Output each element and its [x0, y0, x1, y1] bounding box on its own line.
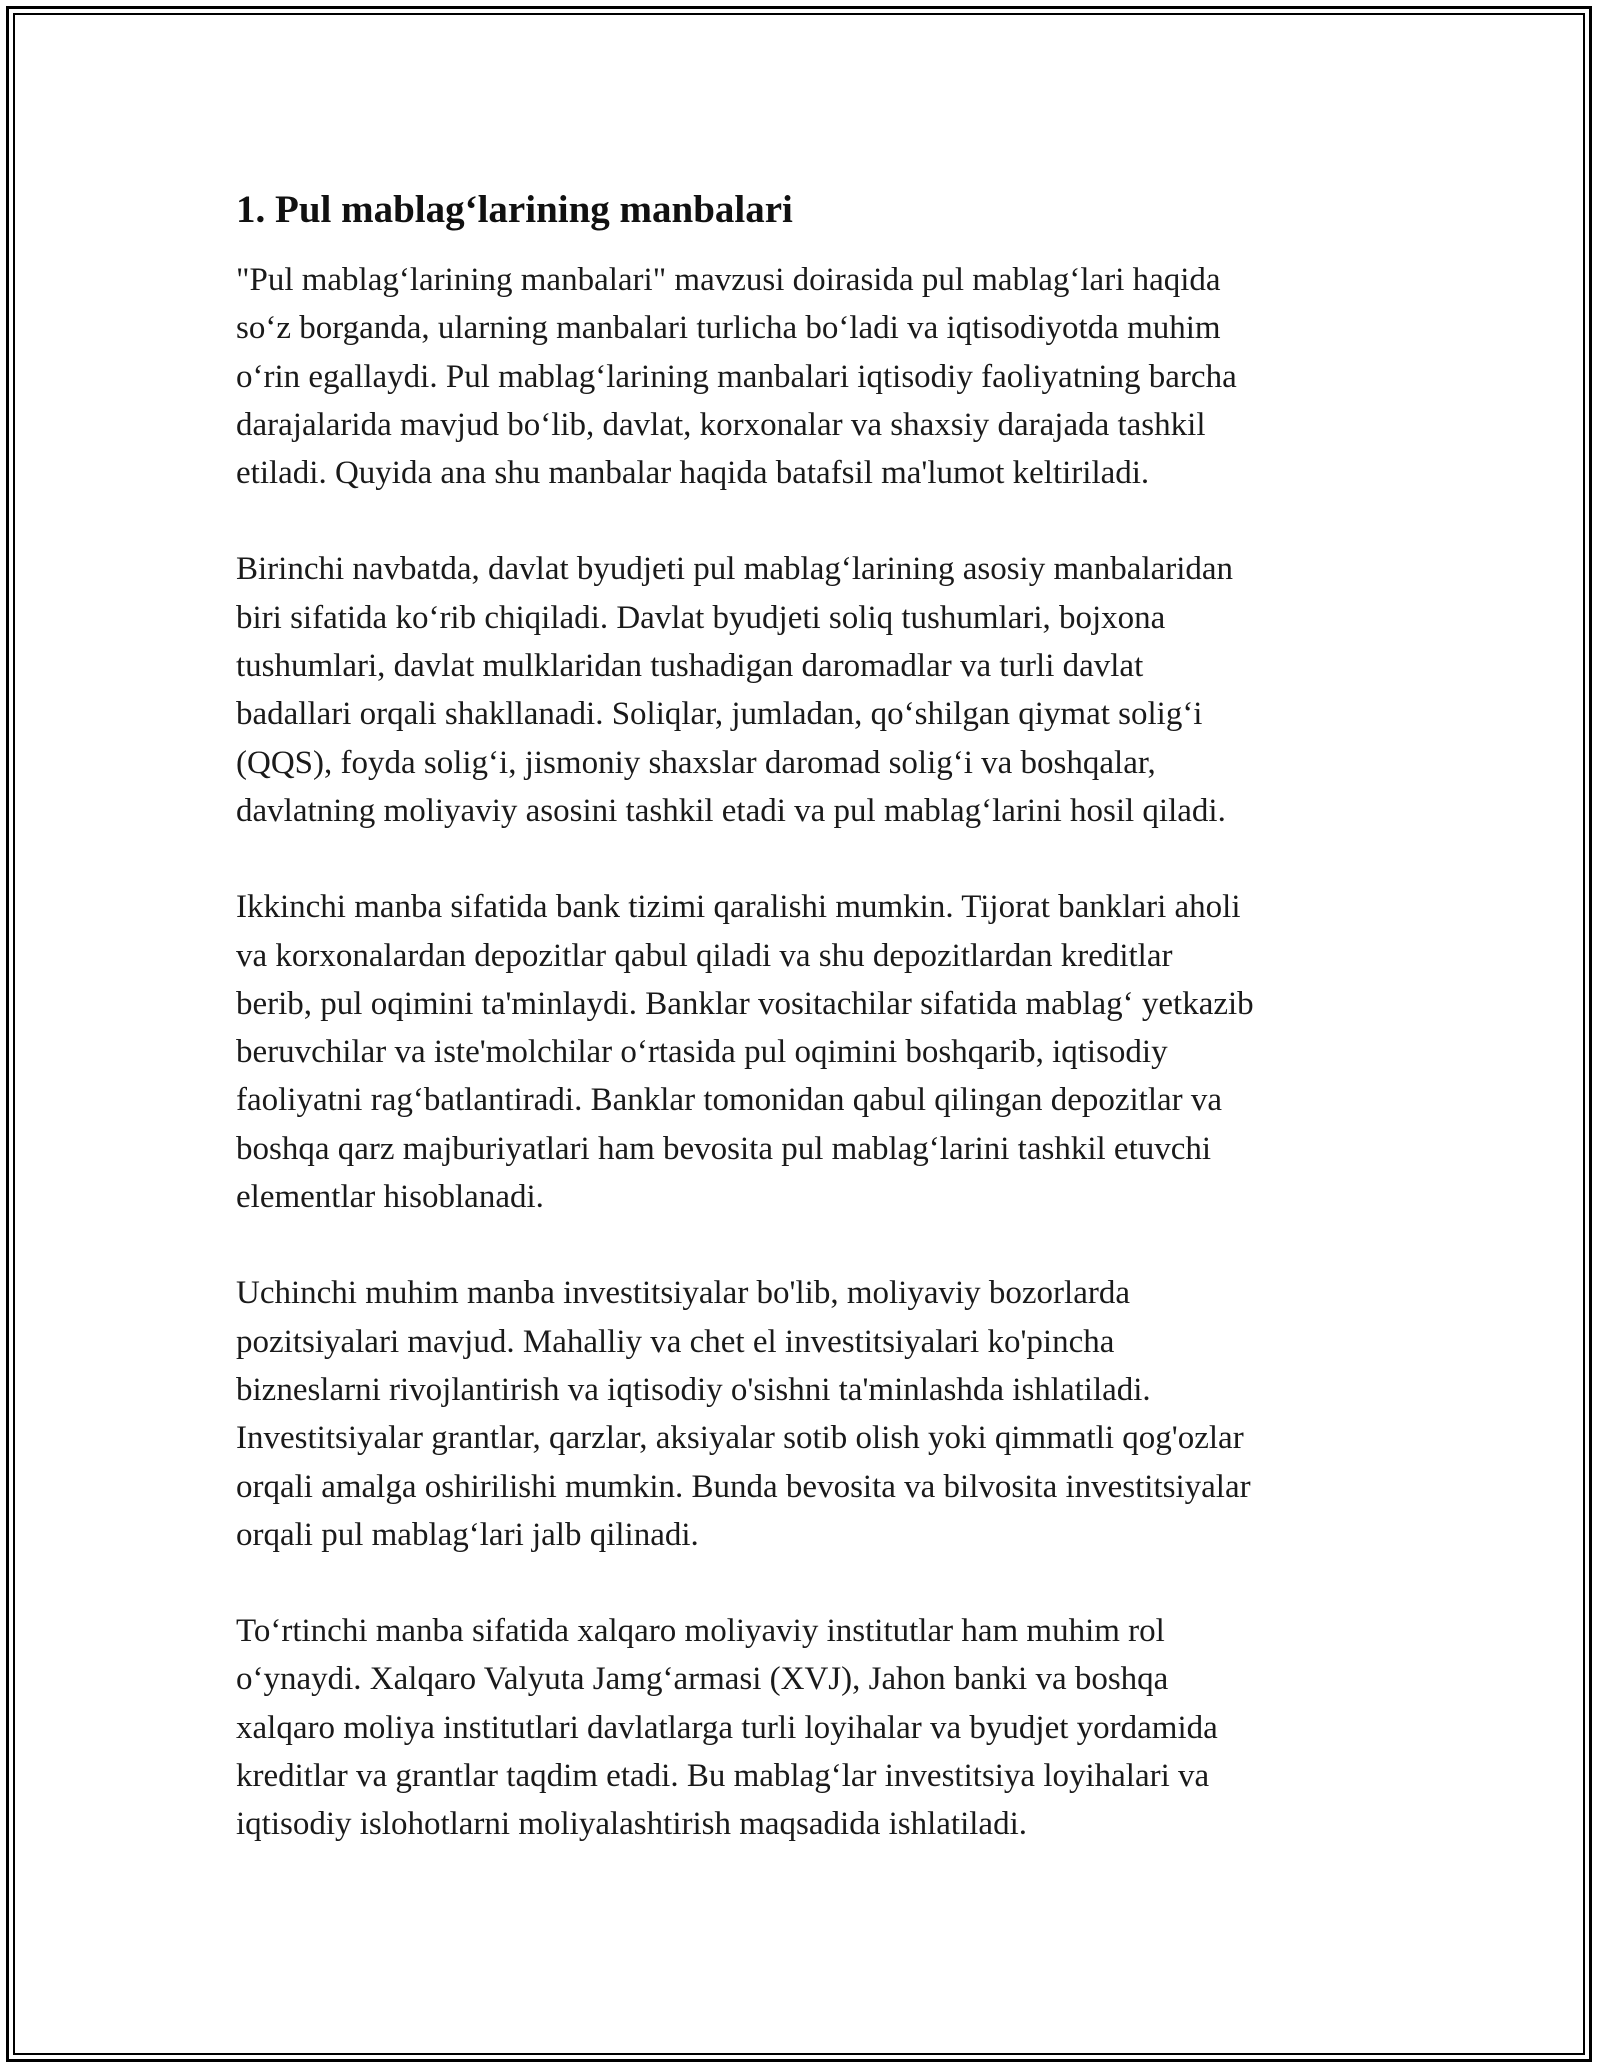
paragraph-2 [236, 545, 1386, 835]
text-line: boshqa qarz majburiyatlari ham bevosita pul mablag‘larini tashkil etuvchi [236, 1130, 1212, 1167]
document-body [236, 186, 1386, 1897]
text-line: orqali amalga oshirilishi mumkin. Bunda bevosita va bilvosita investitsiyalar [236, 1468, 1251, 1505]
text-line: biri sifatida ko‘rib chiqiladi. Davlat byudjeti soliq tushumlari, bojxona [236, 599, 1166, 636]
text-line: berib, pul oqimini ta'minlaydi. Banklar vositachilar sifatida mablag‘ yetkazib [236, 985, 1254, 1022]
text-line: "Pul mablag‘larining manbalari" mavzusi doirasida pul mablag‘lari haqida [236, 262, 1221, 298]
section-heading: 1. Pul mablag‘larining manbalari [236, 188, 793, 231]
text-line: xalqaro moliya institutlari davlatlarga turli loyihalar va byudjet yordamida [236, 1709, 1218, 1746]
text-line: bizneslarni rivojlantirish va iqtisodiy o'sishni ta'minlashda ishlatiladi. [236, 1371, 1151, 1408]
text-line: To‘rtinchi manba sifatida xalqaro moliyaviy institutlar ham muhim rol [236, 1613, 1165, 1650]
text-line: tushumlari, davlat mulklaridan tushadigan daromadlar va turli davlat [236, 648, 1144, 685]
text-line: iqtisodiy islohotlarni moliyalashtirish maqsadida ishlatiladi. [236, 1806, 1028, 1843]
text-line: elementlar hisoblanadi. [236, 1179, 544, 1216]
text-line: etiladi. Quyida ana shu manbalar haqida batafsil ma'lumot keltiriladi. [236, 455, 1150, 492]
paragraph-5 [236, 1607, 1386, 1848]
text-line: beruvchilar va iste'molchilar o‘rtasida pul oqimini boshqarib, iqtisodiy [236, 1034, 1168, 1071]
text-line: kreditlar va grantlar taqdim etadi. Bu mablag‘lar investitsiya loyihalari va [236, 1758, 1210, 1795]
text-line: badallari orqali shakllanadi. Soliqlar, jumladan, qo‘shilgan qiymat solig‘i [236, 696, 1203, 733]
text-line: darajalarida mavjud bo‘lib, davlat, korxonalar va shaxsiy darajada tashkil [236, 406, 1206, 443]
text-line: Birinchi navbatda, davlat byudjeti pul mablag‘larining asosiy manbalaridan [236, 551, 1234, 588]
text-line: o‘rin egallaydi. Pul mablag‘larining manbalari iqtisodiy faoliyatning barcha [236, 358, 1237, 395]
paragraph-3 [236, 883, 1386, 1221]
text-line: Investitsiyalar grantlar, qarzlar, aksiyalar sotib olish yoki qimmatli qog'ozlar [236, 1420, 1244, 1457]
paragraph-4 [236, 1269, 1386, 1559]
paragraph-1 [236, 256, 1386, 497]
text-line: so‘z borganda, ularning manbalari turlicha bo‘ladi va iqtisodiyotda muhim [236, 310, 1221, 347]
text-line: pozitsiyalari mavjud. Mahalliy va chet el investitsiyalari ko'pincha [236, 1323, 1115, 1360]
text-line: va korxonalardan depozitlar qabul qiladi va shu depozitlardan kreditlar [236, 937, 1173, 974]
text-line: Uchinchi muhim manba investitsiyalar bo'lib, moliyaviy bozorlarda [236, 1275, 1130, 1312]
text-line: Ikkinchi manba sifatida bank tizimi qaralishi mumkin. Tijorat banklari aholi [236, 889, 1241, 926]
text-line: davlatning moliyaviy asosini tashkil etadi va pul mablag‘larini hosil qiladi. [236, 792, 1226, 829]
text-line: orqali pul mablag‘lari jalb qilinadi. [236, 1516, 699, 1553]
text-line: (QQS), foyda solig‘i, jismoniy shaxslar daromad solig‘i va boshqalar, [236, 744, 1156, 781]
text-line: faoliyatni rag‘batlantiradi. Banklar tomonidan qabul qilingan depozitlar va [236, 1082, 1223, 1119]
text-line: o‘ynaydi. Xalqaro Valyuta Jamg‘armasi (XVJ), Jahon banki va boshqa [236, 1661, 1169, 1698]
